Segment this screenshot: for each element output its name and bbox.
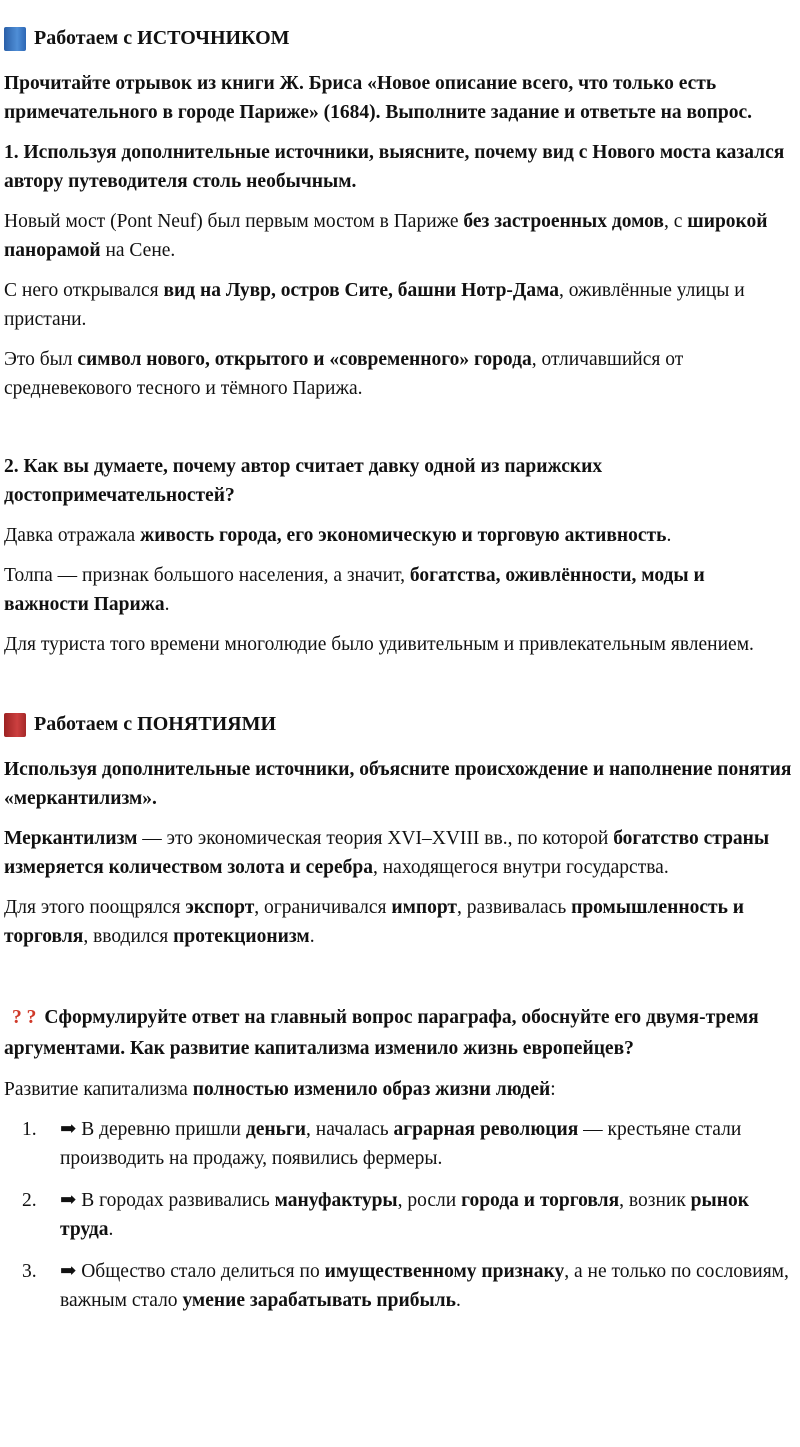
bold-text: деньги <box>245 1119 307 1140</box>
question-2: 2. Как вы думаете, почему автор считает давку одной из парижских достопримечательностей? <box>4 456 603 506</box>
text: , возник <box>619 1190 691 1211</box>
bold-text: полностью изменило образ жизни людей <box>192 1079 551 1100</box>
text: . <box>164 594 170 615</box>
bold-text: импорт <box>391 897 457 918</box>
text: , развивалась <box>457 897 572 918</box>
bold-text: богатства, оживлённости, моды и важности Парижа <box>4 565 705 615</box>
bold-text: рынок труда <box>60 1190 749 1240</box>
red-book-icon <box>4 713 26 737</box>
answer-paragraph <box>4 824 794 882</box>
text: , оживлённые улицы и пристани. <box>4 280 745 330</box>
bold-text: протекционизм <box>173 926 310 947</box>
section-heading-source <box>4 24 794 53</box>
bold-text: промышленность и торговля <box>4 897 744 947</box>
list-item <box>4 1115 794 1173</box>
answer-paragraph <box>4 207 794 265</box>
text: — крестьяне стали производить на продажу, появились фермеры. <box>60 1119 742 1169</box>
text: , росли <box>397 1190 462 1211</box>
text: Давка отражала <box>4 525 141 546</box>
list-number: 3. <box>22 1261 37 1282</box>
text: Для этого поощрялся <box>4 897 186 918</box>
bold-text: широкой панорамой <box>4 211 768 261</box>
bold-text: экспорт <box>185 897 255 918</box>
text: . <box>309 926 315 947</box>
text: ➡ В деревню пришли <box>60 1119 246 1140</box>
text: . <box>455 1290 461 1311</box>
text: , ограничивался <box>254 897 392 918</box>
text: ➡ В городах развивались <box>60 1190 275 1211</box>
text: Развитие капитализма <box>4 1079 193 1100</box>
answer-paragraph <box>4 893 794 951</box>
main-question-text: Сформулируйте ответ на главный вопрос параграфа, обоснуйте его двумя-тремя аргументами. Как развитие капитализма изменило жизнь европейцев? <box>4 1007 759 1059</box>
answer-paragraph <box>4 276 794 334</box>
text: , началась <box>306 1119 394 1140</box>
bold-text: имущественному признаку <box>324 1261 565 1282</box>
list-text <box>60 1115 794 1173</box>
bold-text: Меркантилизм <box>4 828 138 849</box>
text: , вводился <box>83 926 174 947</box>
list-number: 2. <box>22 1190 37 1211</box>
question-marks-icon: ? ? <box>12 1007 37 1028</box>
section-heading-concepts <box>4 710 794 739</box>
text: . <box>108 1219 114 1240</box>
task-intro: Прочитайте отрывок из книги Ж. Бриса «Новое описание всего, что только есть примечательного в городе Париже» (1684). Выполните задание и ответьте на вопрос. <box>4 73 752 123</box>
bold-text: вид на Лувр, остров Сите, башни Нотр-Дама <box>163 280 559 301</box>
text: Толпа — признак большого населения, а значит, <box>4 565 410 586</box>
text: на Сене. <box>100 240 176 261</box>
list-text <box>60 1186 794 1244</box>
text: — это экономическая теория XVI–XVIII вв., по которой <box>137 828 614 849</box>
bold-text: умение зарабатывать прибыль <box>182 1290 456 1311</box>
text: , отличавшийся от средневекового тесного и тёмного Парижа. <box>4 349 684 399</box>
bold-text: аграрная революция <box>393 1119 579 1140</box>
text: , с <box>663 211 688 232</box>
bold-text: мануфактуры <box>274 1190 398 1211</box>
answer-lead <box>4 1075 794 1104</box>
list-text <box>60 1257 794 1315</box>
answer-paragraph <box>4 345 794 403</box>
bold-text: живость города, его экономическую и торговую активность <box>140 525 667 546</box>
text: , а не только по сословиям, важным стало <box>60 1261 789 1311</box>
list-number: 1. <box>22 1119 37 1140</box>
text: Это был <box>4 349 78 370</box>
heading-text: Работаем с ПОНЯТИЯМИ <box>34 713 277 735</box>
text: Для туриста того времени многолюдие было удивительным и привлекательным явлением. <box>4 634 754 655</box>
blue-book-icon <box>4 27 26 51</box>
text: , находящегося внутри государства. <box>372 857 669 878</box>
answer-paragraph <box>4 521 794 550</box>
argument-list <box>4 1115 794 1315</box>
question-1: 1. Используя дополнительные источники, выясните, почему вид с Нового моста казался автору путеводителя столь необычным. <box>4 142 785 192</box>
text: . <box>666 525 672 546</box>
bold-text: символ нового, открытого и «современного» города <box>77 349 532 370</box>
text: : <box>550 1079 556 1100</box>
concept-question: Используя дополнительные источники, объясните происхождение и наполнение понятия «меркантилизм». <box>4 759 792 809</box>
text: Новый мост (Pont Neuf) был первым мостом в Париже <box>4 211 464 232</box>
bold-text: богатство страны измеряется количеством золота и серебра <box>4 828 770 878</box>
list-item <box>4 1257 794 1315</box>
bold-text: города и торговля <box>461 1190 620 1211</box>
answer-paragraph <box>4 630 794 659</box>
list-item <box>4 1186 794 1244</box>
answer-paragraph <box>4 561 794 619</box>
main-question <box>4 1002 794 1064</box>
heading-text: Работаем с ИСТОЧНИКОМ <box>34 27 290 49</box>
text: ➡ Общество стало делиться по <box>60 1261 325 1282</box>
bold-text: без застроенных домов <box>463 211 664 232</box>
text: С него открывался <box>4 280 164 301</box>
